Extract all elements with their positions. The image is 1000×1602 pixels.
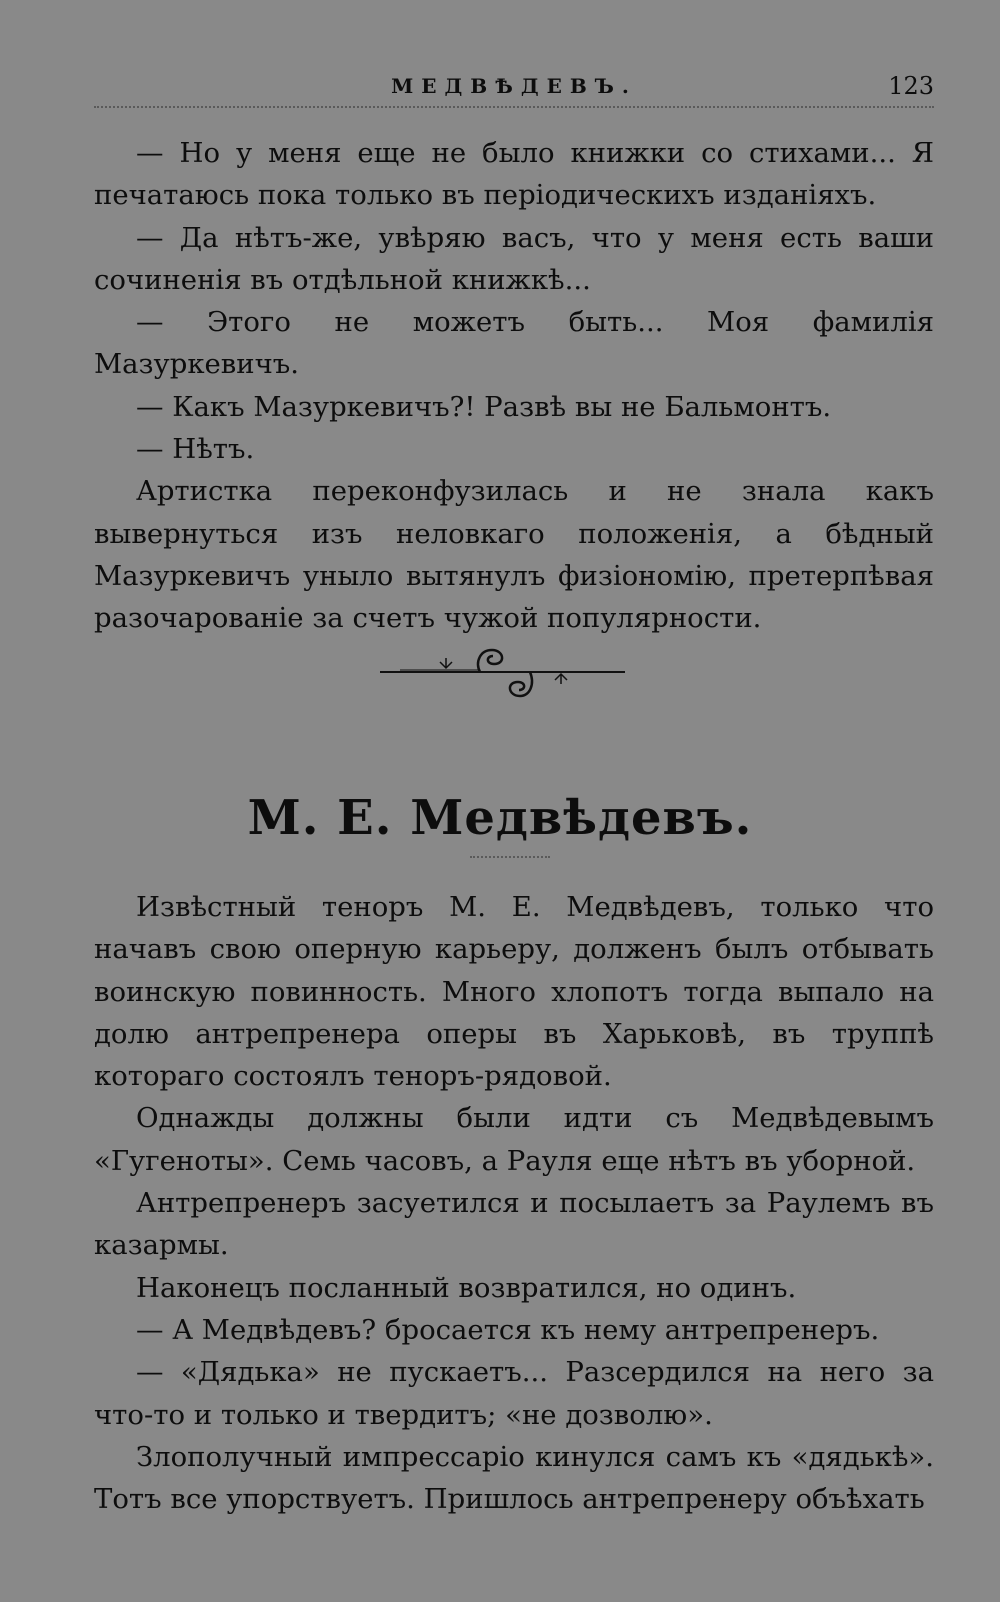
paragraph: Антрепренеръ засуетился и посылаетъ за Раулемъ въ казармы. [94,1187,934,1262]
decorative-scroll-divider-icon [380,632,640,712]
title-rule [470,856,550,858]
paragraph: — Какъ Мазуркевичъ?! Развѣ вы не Бальмонтъ. [136,390,832,423]
paragraph: Наконецъ посланный возвратился, но одинъ. [136,1271,797,1304]
page-number: 123 [888,72,934,100]
paragraph: Извѣстный теноръ М. Е. Медвѣдевъ, только что начавъ свою оперную карьеру, долженъ былъ отбывать воинскую повинность. Много хлопотъ тогда выпало на долю антрепренера оперы въ Харьковѣ, въ труппѣ котораго состоялъ теноръ-рядовой. [94,891,934,1093]
paragraph: — А Медвѣдевъ? бросается къ нему антрепренеръ. [136,1313,880,1346]
paragraph: Однажды должны были идти съ Медвѣдевымъ «Гугеноты». Семь часовъ, а Рауля еще нѣтъ въ уборной. [94,1102,934,1177]
paragraph: — Да нѣтъ-же, увѣряю васъ, что у меня есть ваши сочиненія въ отдѣльной книжкѣ... [94,221,934,296]
paragraph: — Нѣтъ. [136,433,255,466]
paragraph: Злополучный импрессаріо кинулся самъ къ «дядькѣ». Тотъ все упорствуетъ. Пришлось антрепренеру объѣхать [94,1440,934,1516]
dialogue-block [94,132,934,640]
paragraph: — Но у меня еще не было книжки со стихами... Я печатаюсь пока только въ періодическихъ изданіяхъ. [94,137,934,212]
paragraph: Артистка переконфузилась и не знала какъ вывернуться изъ неловкаго положенія, а бѣдный Мазуркевичъ уныло вытянулъ физіономію, претерпѣвая разочарованіе за счетъ чужой популярности. [94,475,934,635]
section-title: М. Е. Медвѣдевъ. [247,790,753,846]
running-title: МЕДВѢДЕВЪ. [391,74,637,98]
running-head [94,74,934,104]
paragraph: — Этого не можетъ быть... Моя фамилія Мазуркевичъ. [94,306,934,381]
body-text [94,886,934,1520]
paragraph: — «Дядька» не пускаетъ... Разсердился на него за что-то и только и твердитъ; «не дозволю». [94,1356,934,1431]
header-rule [94,106,934,108]
